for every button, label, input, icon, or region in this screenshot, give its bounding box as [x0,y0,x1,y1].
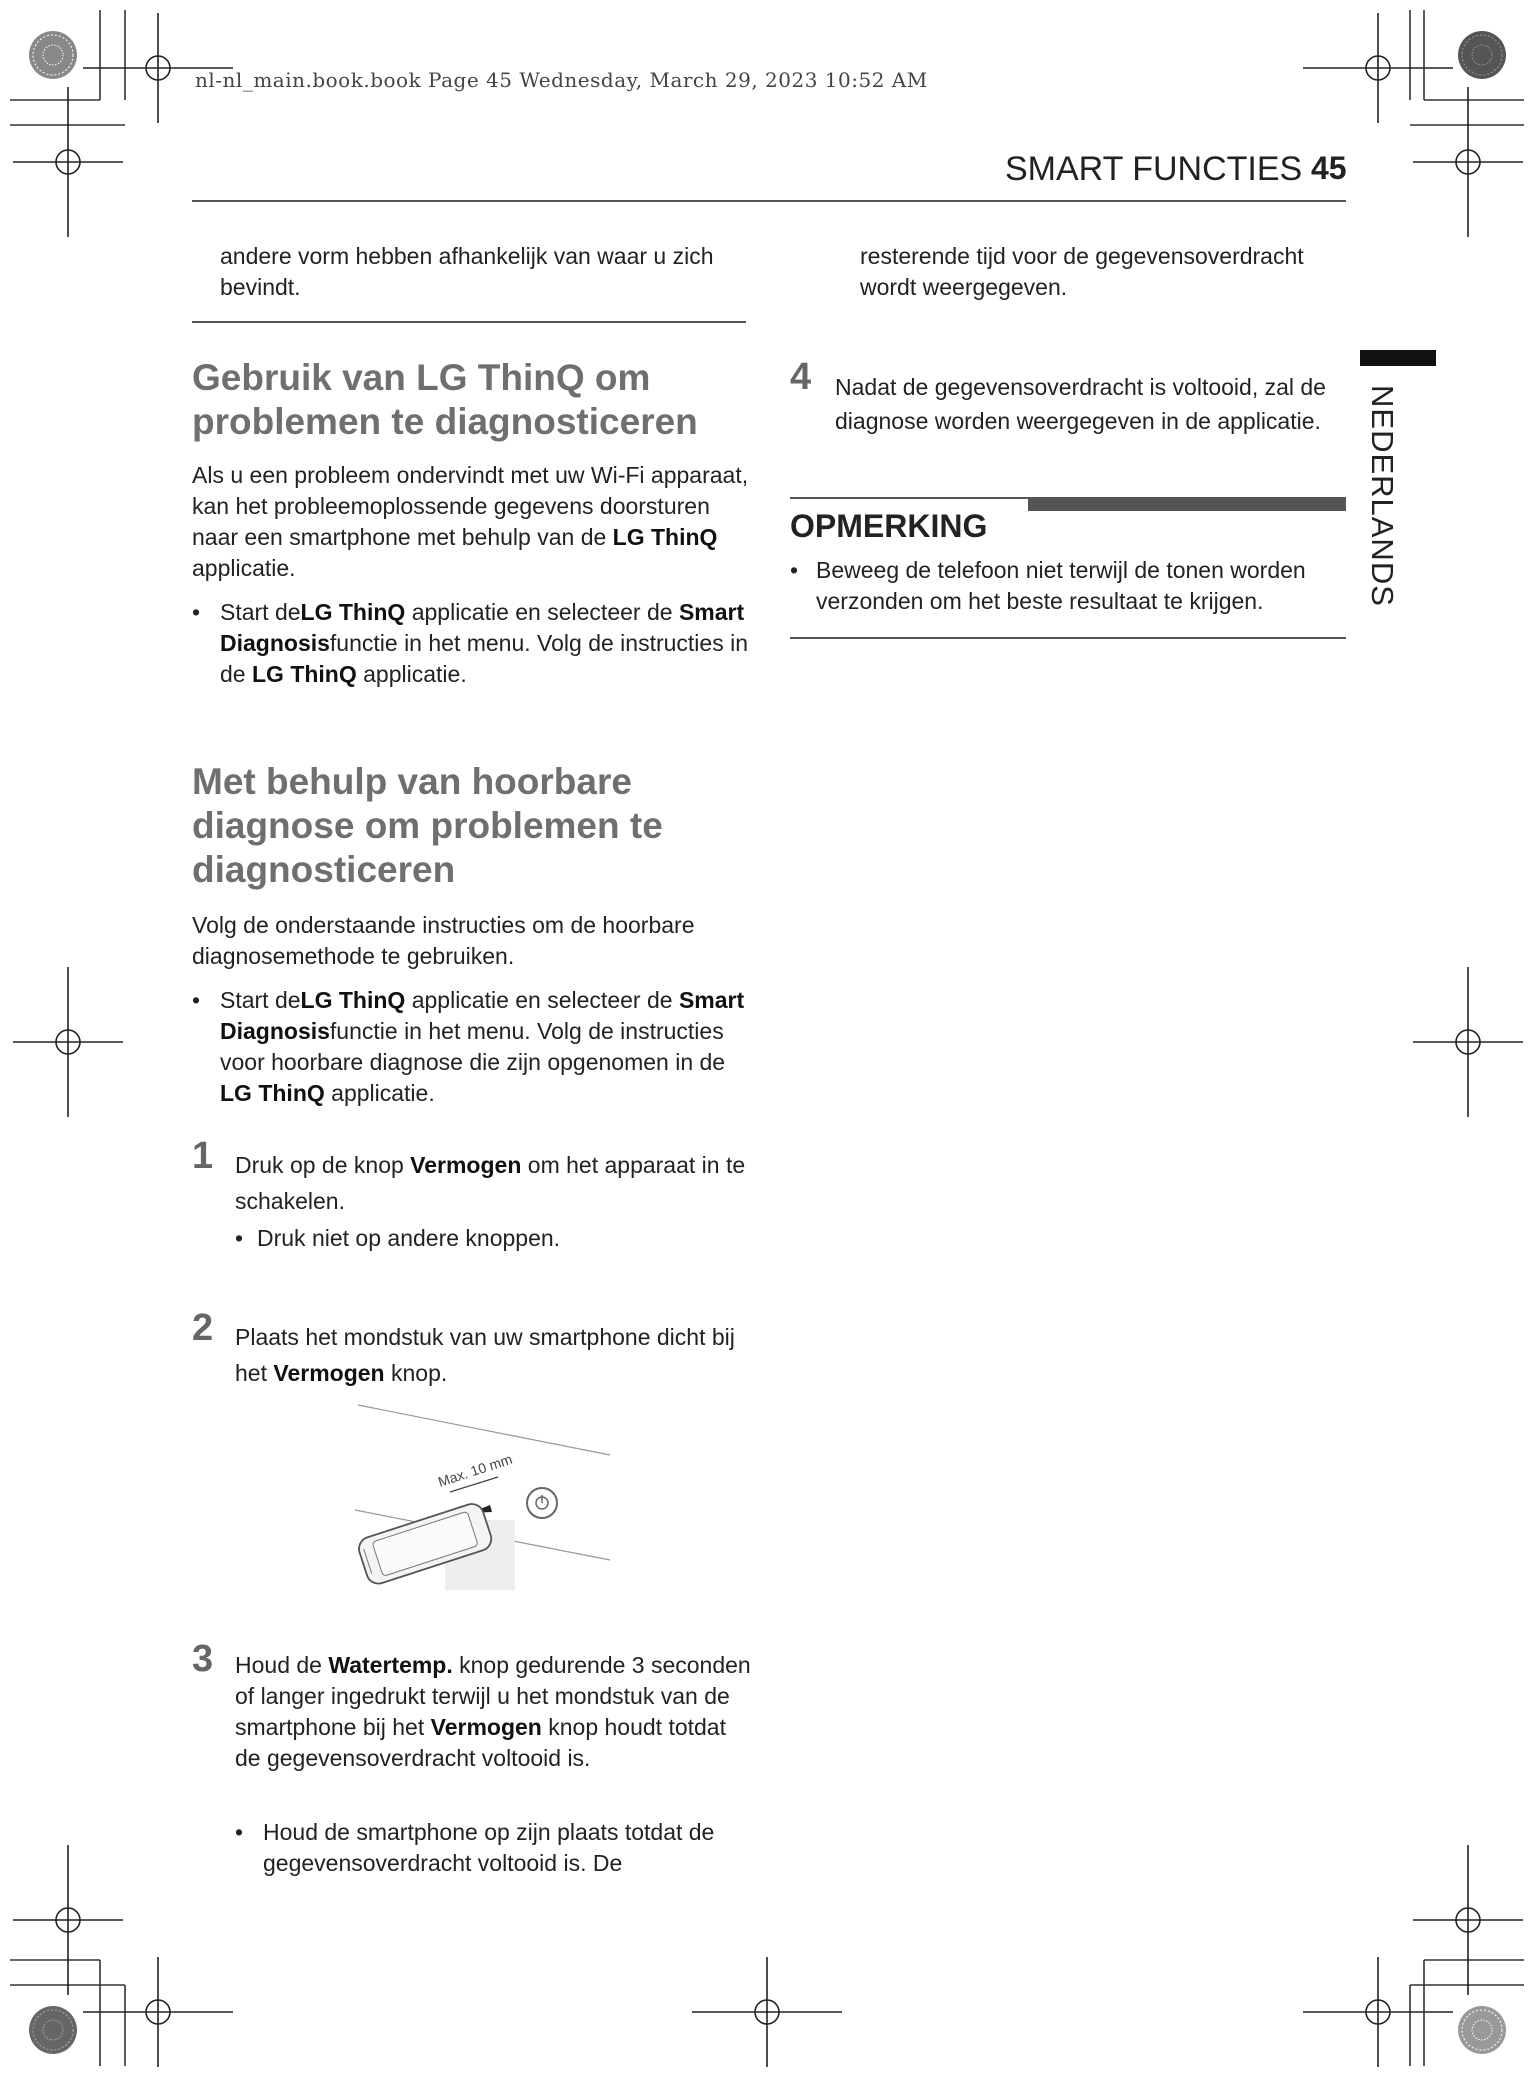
left-intro-rule [192,321,746,323]
note-title: OPMERKING [790,508,988,544]
step-3-text [235,1650,755,1774]
header-rule [192,200,1346,202]
step-4-text: Nadat de gegevensoverdracht is voltooid, zal de diagnose worden weergegeven in de applicatie. [835,374,1326,434]
step-text: knop gedurende 3 seconden of langer ingedrukt terwijl u het mondstuk van de smartphone bij het [235,1652,751,1740]
bullet-dot: • [235,1819,244,1845]
app-name: LG ThinQ [300,599,406,625]
paragraph-text-end: applicatie. [192,555,296,581]
section-paragraph-thinq [192,460,752,584]
app-name: LG ThinQ [300,987,406,1013]
bullet-text: Start de [220,987,301,1013]
bullet-text: functie in het menu. Volg de instructies in de [220,630,748,687]
step-1-text [235,1147,755,1219]
side-tab-bar [1360,350,1436,366]
button-name: Vermogen [430,1714,542,1740]
paragraph-text: Als u een probleem ondervindt met uw Wi-Fi apparaat, kan het probleemoplossende gegevens doorsturen naar een smartphone met behulp van de [192,462,749,550]
bullet-text: Start de [220,599,301,625]
bullet-text: functie in het menu. Volg de instructies voor hoorbare diagnose die zijn opgenomen in de [220,1018,726,1075]
step-text: knop. [390,1360,448,1386]
bullet-text: applicatie. [363,661,467,687]
bullet-dot: • [235,1225,244,1251]
feature-name: Smart Diagnosis [220,987,745,1044]
page-number: 45 [1311,150,1347,186]
app-name: LG ThinQ [220,1080,325,1106]
note-bottom-rule [790,637,1346,639]
step-2-text [235,1319,755,1391]
step-1-sub-bullet [235,1223,755,1254]
note-bullet [790,555,1340,617]
bullet-dot: • [192,987,201,1013]
print-header: nl-nl_main.book.book Page 45 Wednesday, March 29, 2023 10:52 AM [195,68,928,92]
note-top-rule [790,497,1028,499]
bullet-audible-instructions [192,985,752,1109]
bullet-dot: • [790,557,799,583]
step-number: 1 [192,1135,214,1177]
feature-name: Smart Diagnosis [220,599,745,656]
step-number: 3 [192,1638,214,1680]
step-text: Druk op de knop [235,1152,404,1178]
distance-label: Max. 10 mm [435,1450,515,1490]
step-number: 2 [192,1307,214,1349]
section-heading-audible: Met behulp van hoorbare diagnose om problemen te diagnosticeren [192,761,663,890]
button-name: Vermogen [410,1152,522,1178]
left-intro: andere vorm hebben afhankelijk van waar u zich bevindt. [220,243,714,300]
step-text: Houd de [235,1652,322,1678]
side-tab-label: NEDERLANDS [1365,385,1400,607]
section-paragraph-audible: Volg de onderstaande instructies om de hoorbare diagnosemethode te gebruiken. [192,912,695,969]
bullet-text: applicatie en selecteer de [411,599,673,625]
bullet-dot: • [192,599,201,625]
step-text: om het apparaat in te schakelen. [235,1152,746,1214]
step-number: 4 [790,356,812,398]
app-name: LG ThinQ [612,524,718,550]
step-3-sub-bullet [235,1817,755,1879]
bullet-text: Druk niet op andere knoppen. [257,1225,561,1251]
section-heading-thinq: Gebruik van LG ThinQ om problemen te diagnosticeren [192,357,698,442]
note-bar [1028,497,1346,511]
bullet-text: applicatie en selecteer de [411,987,673,1013]
app-name: LG ThinQ [251,661,357,687]
step-text: knop houdt totdat de gegevensoverdracht voltooid is. [235,1714,726,1771]
button-name: Watertemp. [328,1652,453,1678]
bullet-text: Beweeg de telefoon niet terwijl de tonen worden verzonden om het beste resultaat te krijgen. [816,557,1306,614]
button-name: Vermogen [273,1360,385,1386]
section-title: SMART FUNCTIES [1005,150,1303,188]
step-text: Plaats het mondstuk van uw smartphone dicht bij het [235,1324,735,1386]
smartphone-illustration [330,1395,630,1605]
right-intro: resterende tijd voor de gegevensoverdracht wordt weergegeven. [860,243,1304,300]
bullet-text: applicatie. [331,1080,435,1106]
bullet-text: Houd de smartphone op zijn plaats totdat de gegevensoverdracht voltooid is. De [263,1819,715,1876]
bullet-thinq-instructions [192,597,752,690]
